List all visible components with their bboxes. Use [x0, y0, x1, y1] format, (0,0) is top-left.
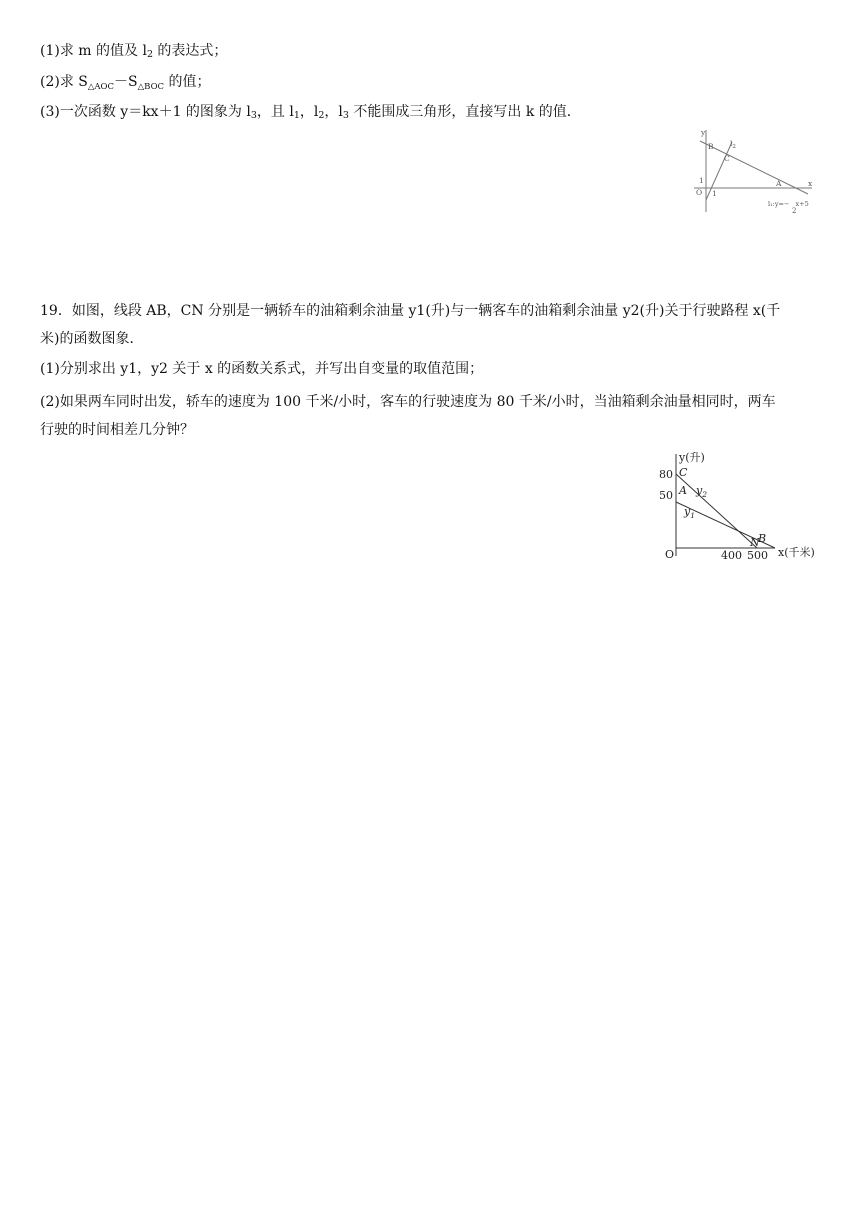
q19-x400-label: 400 — [721, 549, 742, 562]
q19-origin-label: O — [665, 548, 675, 561]
q18-part3-mid2: ，l — [299, 104, 319, 120]
q18-origin-label: O — [696, 188, 703, 197]
q18-part1-sub: 2 — [146, 49, 153, 60]
q19-point-c: C — [679, 466, 688, 479]
q19-point-b: B — [758, 532, 767, 545]
q18-part3-pre: (3)一次函数 y＝kx＋1 的图象为 l — [40, 104, 251, 120]
q18-part3-sub-b: 1 — [293, 110, 300, 121]
q19-y-label: y(升) — [679, 451, 705, 464]
q18-part1-text: (1)求 m 的值及 l — [40, 43, 147, 59]
q18-point-a: A — [776, 179, 782, 188]
q18-part3-sub-c: 2 — [318, 110, 325, 121]
q18-x-label: x — [808, 179, 813, 188]
q19-figure — [655, 448, 830, 568]
q18-line-l1 — [700, 141, 808, 194]
q18-part3-mid3: ，l — [324, 104, 343, 120]
q19-part1: (1)分别求出 y1，y2 关于 x 的函数关系式，并写出自变量的取值范围； — [40, 361, 484, 377]
q18-part1-tail: 的表达式； — [152, 43, 228, 59]
q19-x500-label: 500 — [747, 549, 768, 562]
q18-part1 — [40, 41, 227, 65]
q18-one-y-label: 1 — [699, 176, 704, 185]
q18-part2-mid: －S — [114, 74, 138, 90]
q18-part3-mid1: ，且 l — [256, 104, 294, 120]
q19-stem-line2: 米)的函数图象． — [40, 331, 144, 347]
q18-part2-sub1: △AOC — [87, 82, 115, 92]
q19-y1-label: $y_1$ — [684, 505, 695, 520]
q18-part3-sub-a: 3 — [250, 110, 257, 121]
q19-stem-line1: 19．如图，线段 AB，CN 分别是一辆轿车的油箱剩余油量 y1(升)与一辆客车的油箱剩余油量 y2(升)关于行驶路程 x(千 — [40, 303, 781, 319]
q19-part2-line2: 行驶的时间相差几分钟？ — [40, 422, 194, 438]
q19-y2-label: $y_2$ — [696, 484, 707, 499]
q19-x-label: x(千米) — [778, 546, 815, 559]
q18-point-b: B — [708, 142, 714, 151]
q18-part2-sub2: △BOC — [137, 82, 165, 92]
q18-one-x-label: 1 — [712, 189, 717, 198]
q18-y-label: y — [701, 128, 706, 137]
q19-y50-label: 50 — [659, 489, 673, 502]
q18-point-c: C — [724, 154, 730, 163]
q18-part3 — [40, 102, 581, 126]
q18-figure — [690, 126, 820, 216]
q18-l1-frac-den: 2 — [792, 207, 797, 215]
q19-point-n: N — [750, 536, 760, 549]
q18-part3-sub-d: 3 — [342, 110, 349, 121]
q19-point-a: A — [679, 484, 687, 497]
q18-part3-tail: 不能围成三角形，直接写出 k 的值． — [348, 104, 581, 120]
q19-part2-line1: (2)如果两车同时出发，轿车的速度为 100 千米/小时，客车的行驶速度为 80 千米/小时，当油箱剩余油量相同时，两车 — [40, 394, 776, 410]
q18-part2-pre: (2)求 S — [40, 74, 88, 90]
q18-l1-equation: l₁:y=− x+5 — [768, 200, 809, 208]
q18-part2-tail: 的值； — [164, 74, 211, 90]
q19-y80-label: 80 — [659, 468, 673, 481]
q18-part2 — [40, 72, 211, 97]
q18-l2-label: $l_2$ — [730, 139, 736, 150]
